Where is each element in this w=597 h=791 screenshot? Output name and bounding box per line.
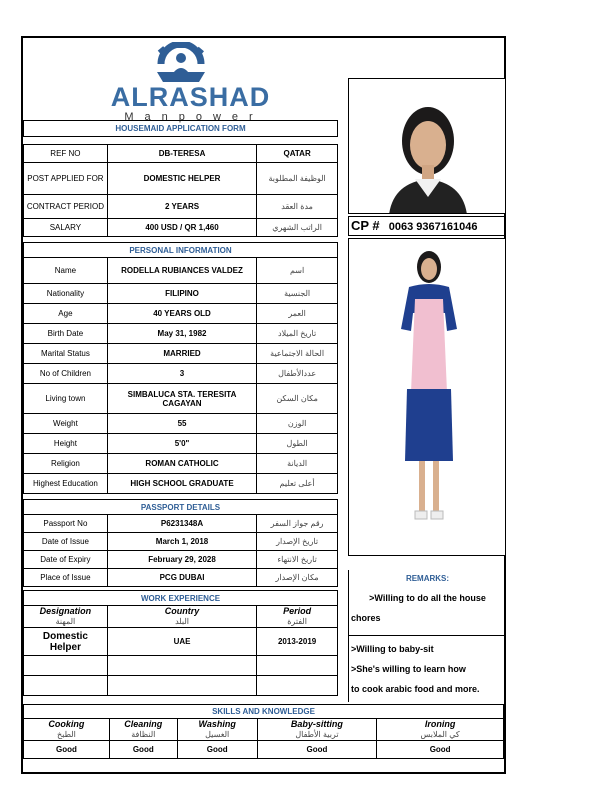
skill-babysitting-ar: تربية الأطفال — [295, 730, 339, 739]
weight-value: 55 — [107, 414, 256, 434]
form-table — [23, 120, 338, 696]
expiry-date-ar: تاريخ الانتهاء — [257, 551, 338, 569]
period-header-ar: الفترة — [287, 617, 307, 626]
town-value: SIMBALUCA STA. TERESITA CAGAYAN — [107, 384, 256, 414]
education-value: HIGH SCHOOL GRADUATE — [107, 474, 256, 494]
religion-label: Religion — [24, 454, 108, 474]
skill-ironing-ar: كي الملابس — [420, 730, 460, 739]
fullbody-photo — [348, 238, 506, 556]
religion-ar: الديانة — [257, 454, 338, 474]
gear-people-icon — [151, 42, 211, 84]
remark-line-4: >She's willing to learn how — [351, 664, 466, 674]
skill-babysitting: Baby-sitting — [290, 719, 343, 729]
skill-cleaning: Cleaning — [124, 719, 163, 729]
issue-place-ar: مكان الإصدار — [257, 569, 338, 587]
brand-sub: Manpower — [124, 111, 264, 123]
birthdate-ar: تاريخ الميلاد — [257, 324, 338, 344]
post-label: POST APPLIED FOR — [24, 163, 108, 195]
work-title: WORK EXPERIENCE — [24, 591, 338, 606]
skill-ironing-level: Good — [377, 741, 504, 759]
contract-label: CONTRACT PERIOD — [24, 195, 108, 219]
education-ar: أعلى تعليم — [257, 474, 338, 494]
skill-washing-level: Good — [177, 741, 257, 759]
skill-cooking-level: Good — [24, 741, 110, 759]
ref-label: REF NO — [24, 145, 108, 163]
name-label: Name — [24, 258, 108, 284]
birthdate-value: May 31, 1982 — [107, 324, 256, 344]
height-value: 5'0" — [107, 434, 256, 454]
cp-value: 0063 9367161046 — [388, 221, 478, 233]
children-label: No of Children — [24, 364, 108, 384]
skill-washing: Washing — [198, 719, 236, 729]
town-label: Living town — [24, 384, 108, 414]
portrait-photo — [348, 78, 506, 214]
personal-title: PERSONAL INFORMATION — [24, 243, 338, 258]
weight-label: Weight — [24, 414, 108, 434]
skill-ironing: Ironing — [424, 719, 456, 729]
skill-cooking: Cooking — [48, 719, 85, 729]
brand-name: ALRASHAD — [110, 82, 271, 112]
application-form — [21, 36, 506, 774]
form-title: HOUSEMAID APPLICATION FORM — [24, 121, 338, 137]
marital-value: MARRIED — [107, 344, 256, 364]
ref-country: QATAR — [257, 145, 338, 163]
town-ar: مكان السكن — [257, 384, 338, 414]
designation-header: Designation — [39, 606, 92, 616]
nationality-ar: الجنسية — [257, 284, 338, 304]
children-ar: عددالأطفال — [257, 364, 338, 384]
skill-washing-ar: الغسيل — [205, 730, 230, 739]
skill-cooking-ar: الطبخ — [57, 730, 76, 739]
marital-ar: الحالة الاجتماعية — [257, 344, 338, 364]
passport-title: PASSPORT DETAILS — [24, 500, 338, 515]
skills-table — [23, 704, 504, 759]
issue-date-value: March 1, 2018 — [107, 533, 256, 551]
expiry-date-label: Date of Expiry — [24, 551, 108, 569]
logo — [23, 38, 348, 123]
country-header: Country — [164, 606, 200, 616]
ref-value: DB-TERESA — [107, 145, 256, 163]
designation-header-ar: المهنة — [55, 617, 76, 626]
skill-cleaning-ar: النظافة — [131, 730, 156, 739]
salary-value: 400 USD / QR 1,460 — [107, 219, 256, 237]
education-label: Highest Education — [24, 474, 108, 494]
skill-babysitting-level: Good — [257, 741, 377, 759]
cp-number — [348, 216, 506, 236]
age-value: 40 YEARS OLD — [107, 304, 256, 324]
passport-no-label: Passport No — [24, 515, 108, 533]
contract-ar: مدة العقد — [257, 195, 338, 219]
height-ar: الطول — [257, 434, 338, 454]
post-value: DOMESTIC HELPER — [107, 163, 256, 195]
nationality-value: FILIPINO — [107, 284, 256, 304]
remark-line-1: >Willing to do all the house — [369, 593, 486, 603]
age-ar: العمر — [257, 304, 338, 324]
post-ar: الوظيفة المطلوبة — [257, 163, 338, 195]
name-value: RODELLA RUBIANCES VALDEZ — [107, 258, 256, 284]
remarks-title: REMARKS: — [405, 574, 450, 583]
portrait-image — [349, 79, 506, 214]
weight-ar: الوزن — [257, 414, 338, 434]
religion-value: ROMAN CATHOLIC — [107, 454, 256, 474]
name-ar: اسم — [257, 258, 338, 284]
salary-label: SALARY — [24, 219, 108, 237]
nationality-label: Nationality — [24, 284, 108, 304]
country-header-ar: البلد — [175, 617, 189, 626]
work-country: UAE — [107, 628, 256, 656]
skill-cleaning-level: Good — [109, 741, 177, 759]
issue-date-label: Date of Issue — [24, 533, 108, 551]
period-header: Period — [283, 606, 312, 616]
passport-no-value: P6231348A — [107, 515, 256, 533]
salary-ar: الراتب الشهري — [257, 219, 338, 237]
age-label: Age — [24, 304, 108, 324]
issue-place-value: PCG DUBAI — [107, 569, 256, 587]
passport-no-ar: رقم جواز السفر — [257, 515, 338, 533]
fullbody-image — [349, 239, 506, 556]
height-label: Height — [24, 434, 108, 454]
cp-label: CP # — [351, 218, 380, 233]
issue-place-label: Place of Issue — [24, 569, 108, 587]
work-period: 2013-2019 — [257, 628, 338, 656]
expiry-date-value: February 29, 2028 — [107, 551, 256, 569]
birthdate-label: Birth Date — [24, 324, 108, 344]
remark-line-3: >Willing to baby-sit — [349, 635, 506, 654]
remark-line-5: to cook arabic food and more. — [351, 684, 480, 694]
issue-date-ar: تاريخ الإصدار — [257, 533, 338, 551]
work-designation: Domestic Helper — [24, 628, 108, 656]
remark-line-2: chores — [351, 613, 381, 623]
contract-value: 2 YEARS — [107, 195, 256, 219]
children-value: 3 — [107, 364, 256, 384]
skills-title: SKILLS AND KNOWLEDGE — [24, 705, 504, 719]
marital-label: Marital Status — [24, 344, 108, 364]
remarks-box — [348, 570, 506, 702]
